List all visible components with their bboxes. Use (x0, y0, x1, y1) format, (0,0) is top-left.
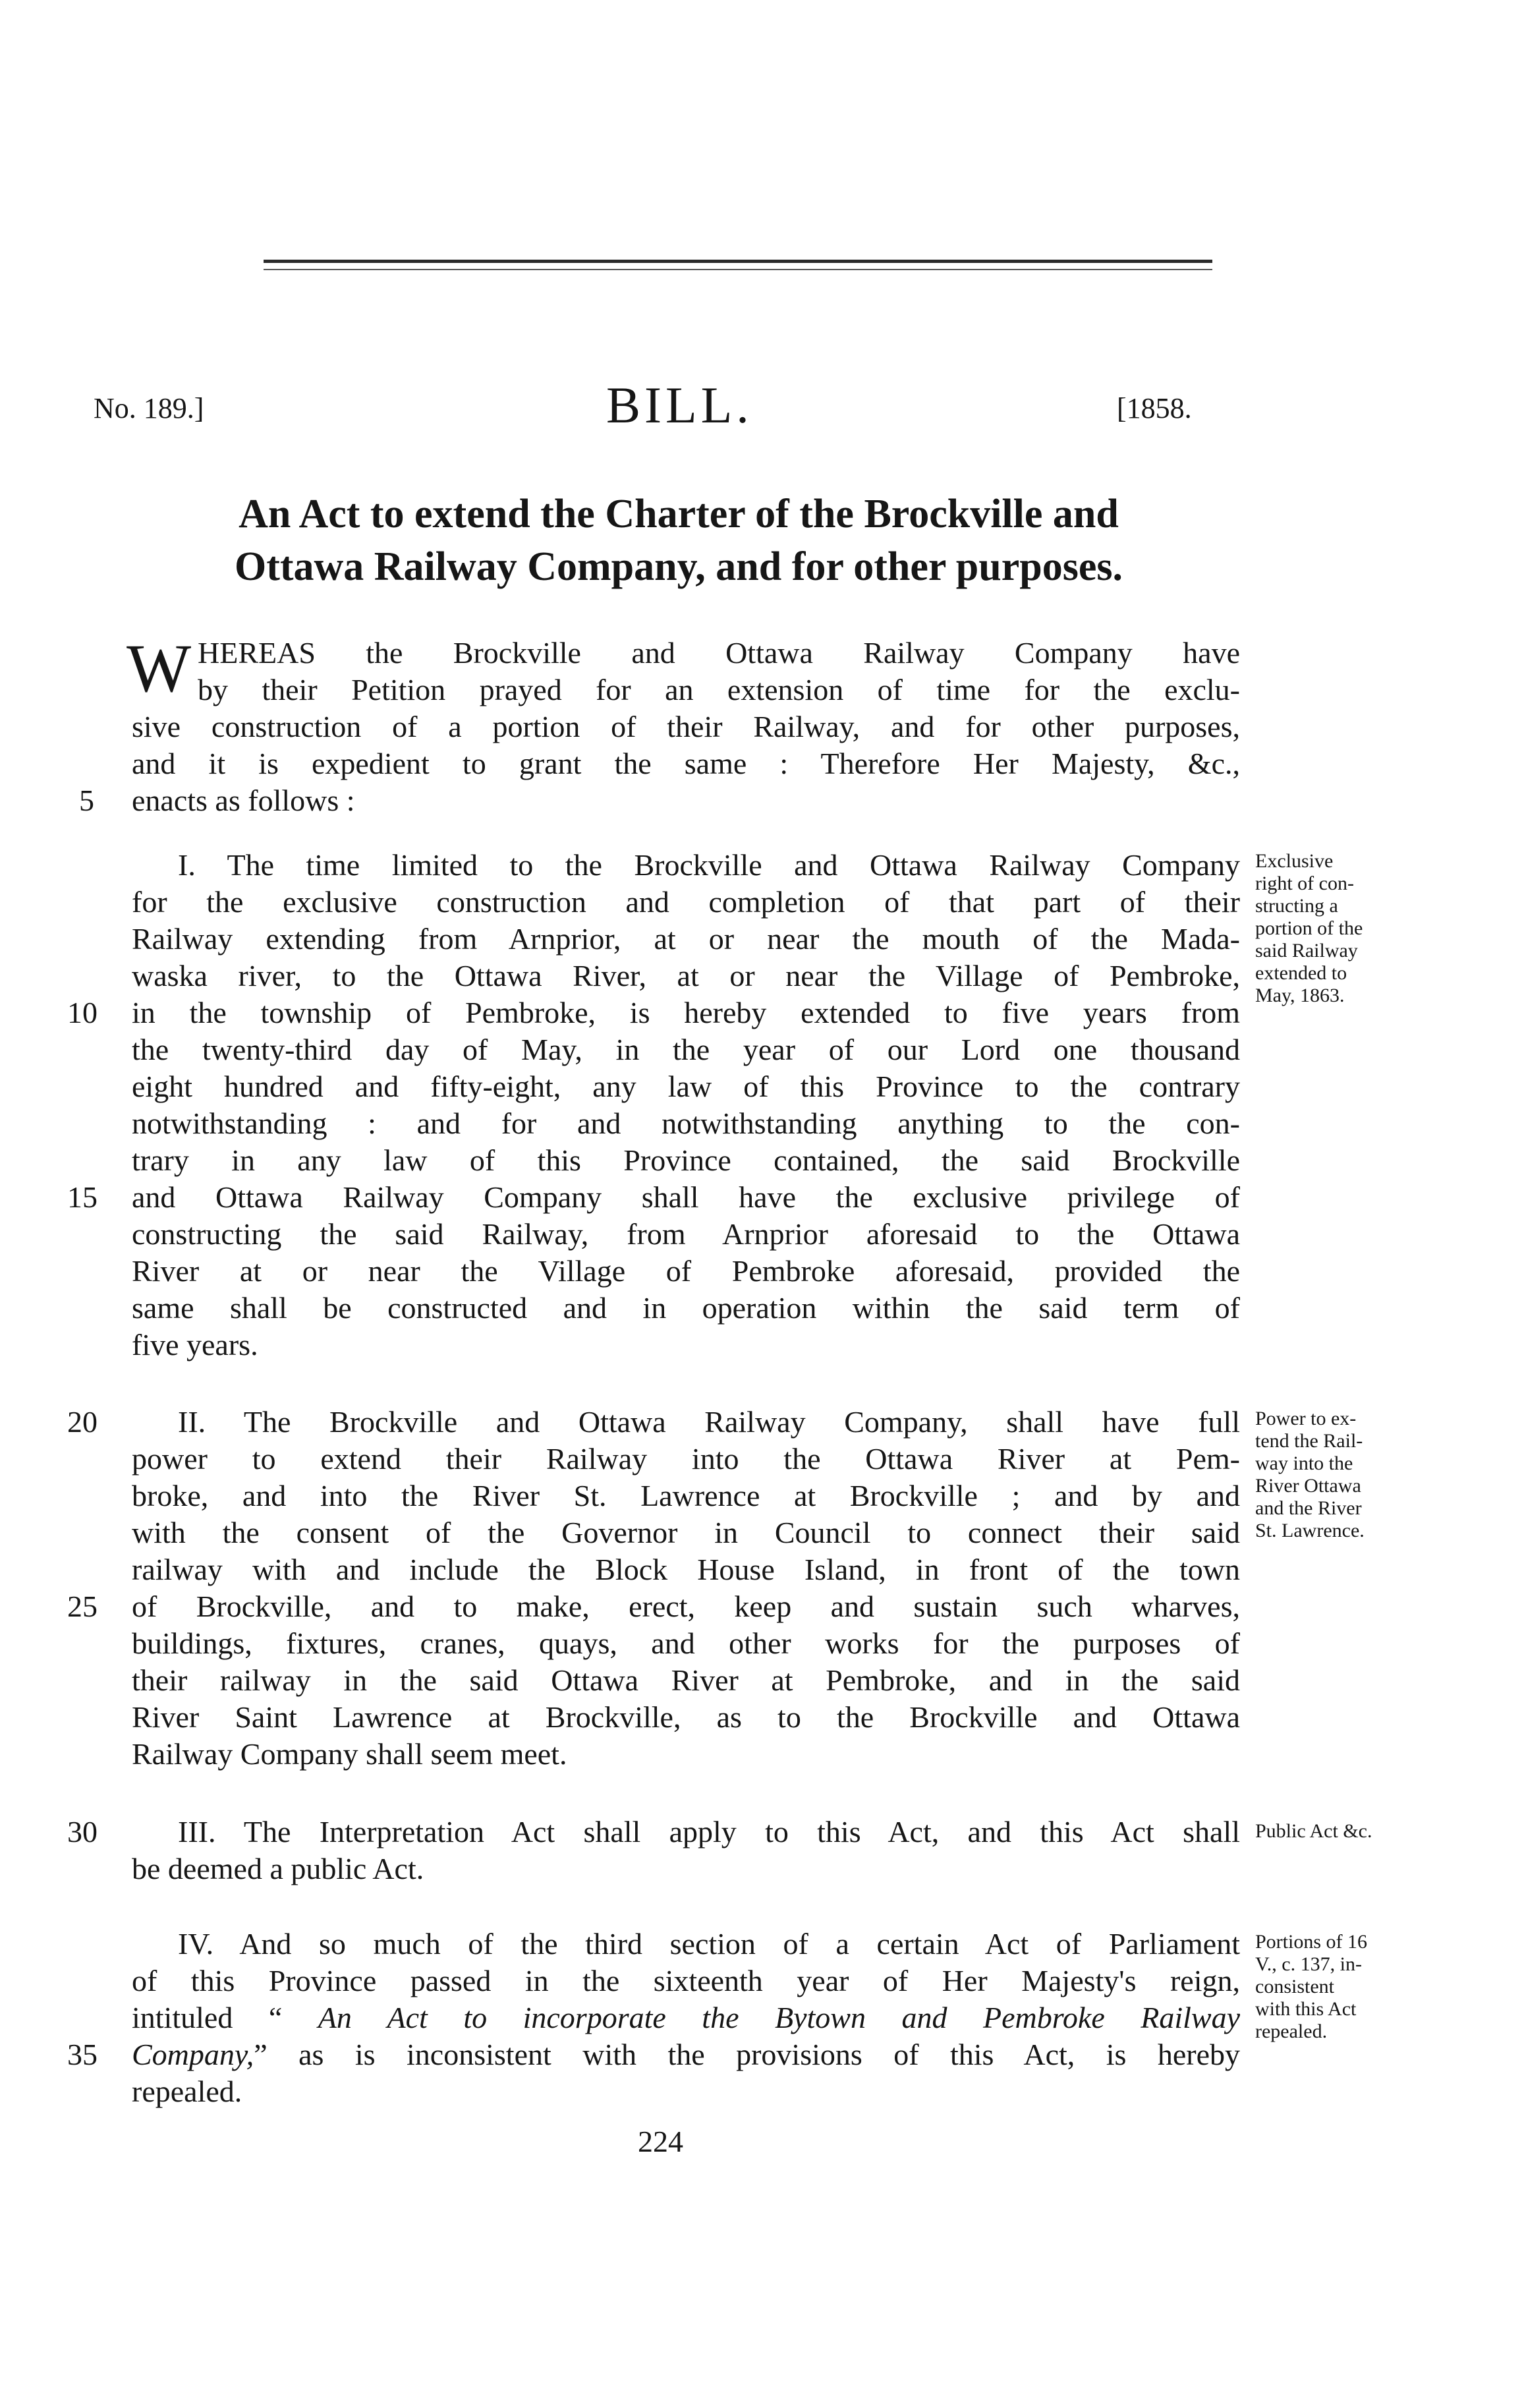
margin-note-line: with this Act (1255, 1998, 1357, 2020)
section-3-line: III. The Interpretation Act shall apply to this Act, and this Act shall (178, 1815, 1240, 1849)
page-number: 224 (638, 2125, 683, 2158)
section-1-line: notwithstanding : and for and notwithstanding anything to the con- (132, 1106, 1240, 1140)
section-1-line: eight hundred and fifty-eight, any law of this Province to the contrary (132, 1070, 1240, 1103)
section-2-line: of Brockville, and to make, erect, keep and sustain such wharves, (132, 1590, 1240, 1623)
preamble-line: sive construction of a portion of their Railway, and for other purposes, (132, 710, 1240, 743)
margin-note-line: structing a (1255, 895, 1338, 917)
margin-note-line: and the River (1255, 1497, 1362, 1519)
line-number: 15 (67, 1180, 98, 1214)
drop-cap: W (127, 631, 192, 706)
margin-note-line: portion of the (1255, 917, 1363, 939)
section-4-line: IV. And so much of the third section of a certain Act of Parliament (178, 1927, 1240, 1961)
section-1-line: and Ottawa Railway Company shall have the exclusive privilege of (132, 1180, 1240, 1214)
section-1-line: five years. (132, 1328, 258, 1362)
section-1-line: constructing the said Railway, from Arnprior aforesaid to the Ottawa (132, 1217, 1240, 1251)
section-2-line: buildings, fixtures, cranes, quays, and other works for the purposes of (132, 1626, 1240, 1660)
act-title-line: Ottawa Railway Company, and for other purposes. (234, 544, 1123, 589)
preamble-line: HEREAS the Brockville and Ottawa Railway Company have (198, 636, 1240, 670)
margin-note-section-1 (1255, 850, 1363, 1007)
margin-note-section-2 (1255, 1408, 1365, 1542)
preamble-line: by their Petition prayed for an extension of time for the exclu- (198, 673, 1240, 706)
margin-note-line: repealed. (1255, 2021, 1328, 2042)
margin-note-section-4 (1255, 1931, 1367, 2043)
margin-note-line: Portions of 16 (1255, 1931, 1368, 1953)
section-4-text: intituled “ (132, 2001, 318, 2034)
preamble-line: enacts as follows : (132, 784, 355, 817)
act-citation-italic: Company, (132, 2038, 254, 2071)
margin-note-line: said Railway (1255, 940, 1358, 961)
line-number: 20 (67, 1405, 98, 1439)
margin-note-line: May, 1863. (1255, 985, 1345, 1006)
line-number: 35 (67, 2038, 98, 2071)
section-2-line: broke, and into the River St. Lawrence at Brockville ; and by and (132, 1479, 1240, 1512)
margin-note-line: Public Act &c. (1255, 1820, 1372, 1842)
header-rule (264, 260, 1212, 263)
section-4-line (132, 1999, 1240, 2036)
bill-number: No. 189.] (94, 392, 204, 424)
section-2-line: Railway Company shall seem meet. (132, 1737, 567, 1771)
bill-year: [1858. (1117, 392, 1192, 424)
section-2-line: River Saint Lawrence at Brockville, as to the Brockville and Ottawa (132, 1700, 1240, 1734)
margin-note-section-3 (1255, 1820, 1372, 1843)
margin-note-line: Exclusive (1255, 850, 1334, 872)
section-2-line: with the consent of the Governor in Council to connect their said (132, 1516, 1240, 1549)
section-1-line: River at or near the Village of Pembroke aforesaid, provided the (132, 1254, 1240, 1288)
header-rule-thin (264, 269, 1212, 270)
line-number: 25 (67, 1590, 98, 1623)
section-4-text: ” as is inconsistent with the provisions of this Act, is hereby (254, 2038, 1240, 2071)
section-2-line: II. The Brockville and Ottawa Railway Company, shall have full (178, 1405, 1240, 1439)
section-1-line: trary in any law of this Province contained, the said Brockville (132, 1143, 1240, 1177)
margin-note-line: right of con- (1255, 873, 1354, 894)
section-2-line: railway with and include the Block House Island, in front of the town (132, 1553, 1240, 1586)
section-4-line (132, 2036, 1240, 2073)
section-1-line: the twenty-third day of May, in the year of our Lord one thousand (132, 1033, 1240, 1066)
margin-note-line: way into the (1255, 1452, 1353, 1474)
act-citation-italic: An Act to incorporate the Bytown and Pembroke Railway (318, 2001, 1240, 2034)
act-title (112, 488, 1245, 593)
section-1-line: in the township of Pembroke, is hereby extended to five years from (132, 996, 1240, 1029)
line-number: 10 (67, 996, 98, 1029)
section-1-line: same shall be constructed and in operation within the said term of (132, 1291, 1240, 1325)
margin-note-line: V., c. 137, in- (1255, 1953, 1362, 1975)
section-2-line: power to extend their Railway into the Ottawa River at Pem- (132, 1442, 1240, 1476)
document-type: BILL. (606, 376, 753, 434)
section-1-line: waska river, to the Ottawa River, at or near the Village of Pembroke, (132, 959, 1240, 992)
margin-note-line: extended to (1255, 962, 1347, 984)
margin-note-line: St. Lawrence. (1255, 1520, 1365, 1541)
section-2-line: their railway in the said Ottawa River at Pembroke, and in the said (132, 1663, 1240, 1697)
line-number: 30 (67, 1815, 98, 1849)
margin-note-line: Power to ex- (1255, 1408, 1357, 1429)
margin-note-line: consistent (1255, 1976, 1334, 1997)
section-1-line: I. The time limited to the Brockville and Ottawa Railway Company (178, 848, 1240, 882)
preamble-line: and it is expedient to grant the same : Therefore Her Majesty, &c., (132, 747, 1240, 780)
section-1-line: for the exclusive construction and completion of that part of their (132, 885, 1240, 919)
section-1-line: Railway extending from Arnprior, at or near the mouth of the Mada- (132, 922, 1240, 956)
section-4-line: of this Province passed in the sixteenth year of Her Majesty's reign, (132, 1964, 1240, 1997)
act-title-line: An Act to extend the Charter of the Brockville and (239, 492, 1119, 536)
margin-note-line: tend the Rail- (1255, 1430, 1363, 1452)
margin-note-line: River Ottawa (1255, 1475, 1361, 1497)
section-4-line: repealed. (132, 2075, 242, 2108)
section-3-line: be deemed a public Act. (132, 1852, 424, 1885)
line-number: 5 (79, 784, 94, 817)
